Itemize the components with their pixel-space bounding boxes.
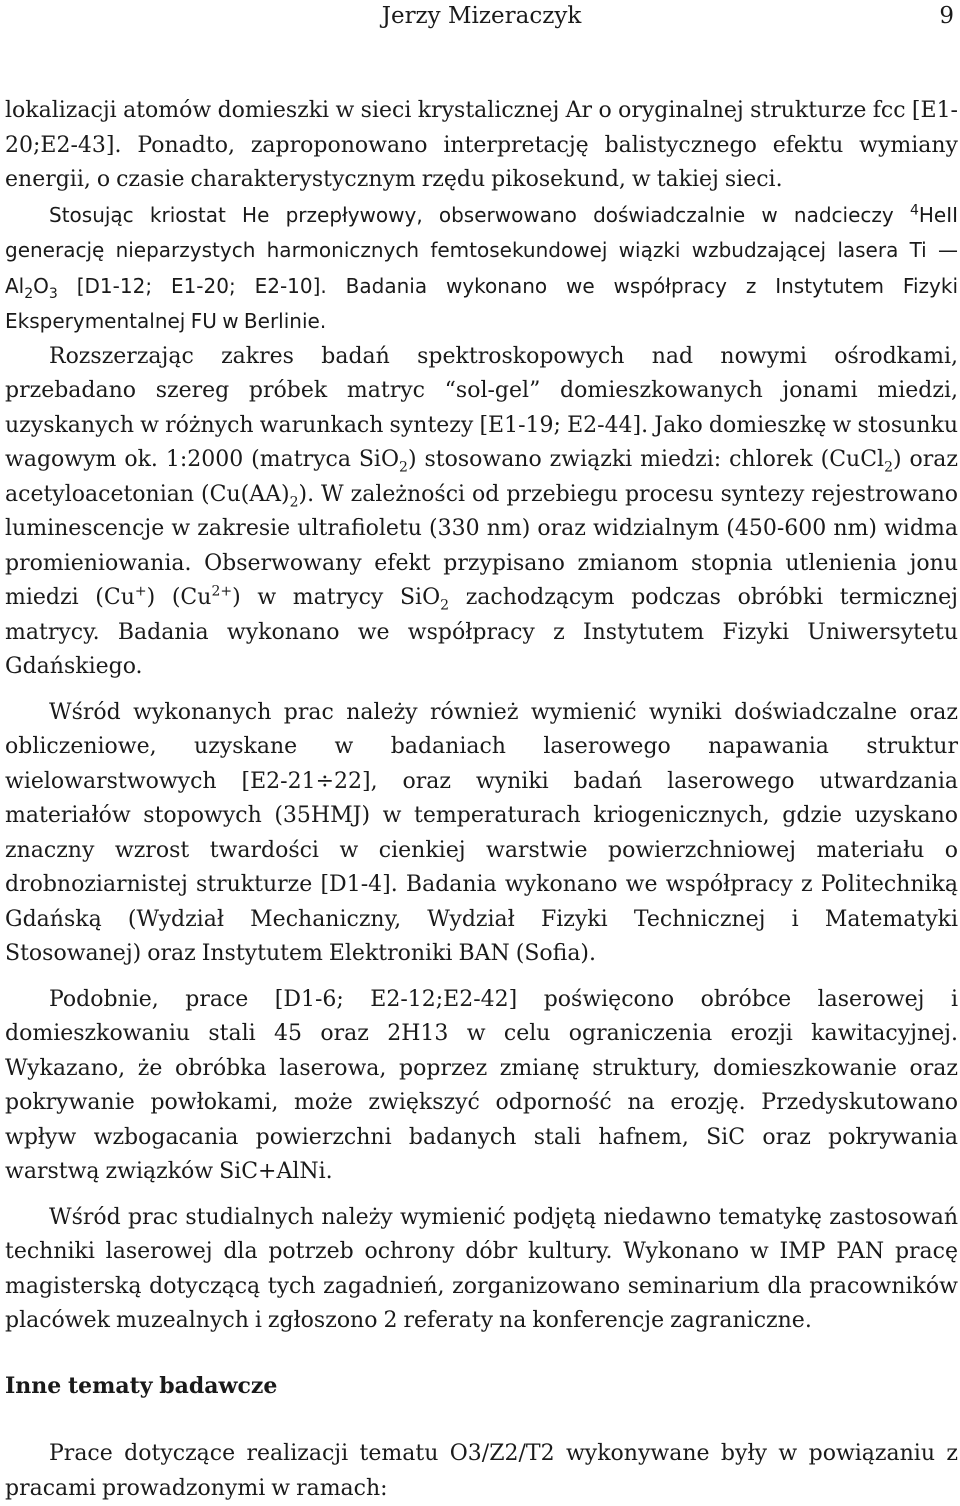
document-page (5, 0, 958, 1506)
p3-sub-3: 2 (289, 493, 299, 510)
p3-sup-1: + (134, 583, 147, 600)
paragraph-4: Wśród wykonanych prac należy również wymienić wyniki doświadczalne oraz obliczeniowe, uzyskane w badaniach laserowego napawania struktur wielowarstwowych [E2-21÷22], oraz wyniki badań laserowego utwardzania materiałów stopowych (35HMJ) w temperaturach kriogenicznych, gdzie uzyskano znaczny wzrost twardości w cienkiej warstwie powierzchniowej materiału o drobnoziarnistej strukturze [D1-4]. Badania wykonano we współpracy z Politechniką Gdańską (Wydział Mechaniczny, Wydział Fizyki Technicznej i Matematyki Stosowanej) oraz Instytutem Elektroniki BAN (Sofia). (5, 699, 958, 966)
document-body (5, 94, 958, 1506)
running-head-author: Jerzy Mizeraczyk (381, 3, 582, 29)
p3-text-2: ) stosowano związki miedzi: chlorek (CuCl (407, 447, 885, 472)
p3-text-6: ) w matrycy SiO (232, 585, 441, 610)
p2-text-4: [D1-12; E1-20; E2-10]. Badania wykonano we współpracy z Instytutem Fizyki Eksperymentalnej FU w Berlinie. (5, 273, 958, 333)
p3-sub-1: 2 (399, 459, 408, 476)
p3-text-4: ). W zależności od przebiegu procesu syntezy rejestrowano luminescencje w zakresie ultrafioletu (330 nm) oraz widzialnym (450-600 nm) widma promieniowania. Obserwowany efekt przypisano zmianom stopnia utlenienia jonu miedzi (Cu (5, 481, 958, 610)
p2-sup-1: 4 (909, 201, 919, 218)
p2-text-1: Stosując kriostat He przepływowy, obserwowano doświadczalnie w nadcieczy (49, 202, 910, 227)
paragraph-7: Prace dotyczące realizacji tematu O3/Z2/T2 wykonywane były w powiązaniu z pracami prowadzonymi w ramach: (5, 1441, 958, 1501)
p2-text-3: O (33, 273, 49, 298)
page-number: 9 (939, 3, 954, 29)
paragraph-2 (5, 198, 958, 340)
paragraph-6: Wśród prac studialnych należy wymienić podjętą niedawno tematykę zastosowań techniki laserowej dla potrzeb ochrony dóbr kultury. Wykonano w IMP PAN pracę magisterską dotyczącą tych zagadnień, zorganizowano seminarium dla pracowników placówek muzealnych i zgłoszono 2 referaty na konferencje zagraniczne. (5, 1204, 958, 1333)
section-heading: Inne tematy badawcze (5, 1372, 278, 1399)
p2-sub-2: 3 (48, 285, 58, 302)
p3-sub-4: 2 (440, 597, 450, 614)
p3-text-1: Rozszerzając zakres badań spektroskopowych nad nowymi ośrodkami, przebadano szereg próbek matryc “sol-gel” domieszkowanych jonami miedzi, uzyskanych w różnych warunkach syntezy [E1-19; E2-44]. Jako domieszkę w stosunku wagowym ok. 1:2000 (matryca SiO (5, 343, 958, 472)
p3-text-3: ) oraz acetyloacetonian (Cu(AA) (5, 447, 959, 507)
paragraph-5: Podobnie, prace [D1-6; E2-12;E2-42] poświęcono obróbce laserowej i domieszkowaniu stali 45 oraz 2H13 w celu ograniczenia erozji kawitacyjnej. Wykazano, że obróbka laserowa, poprzez zmianę struktury, domieszkowanie oraz pokrywanie powłokami, może zwiększyć odporność na erozję. Przedyskutowano wpływ wzbogacania powierzchni badanych stali hafnem, SiC oraz pokrywania warstwą związków SiC+AlNi. (5, 986, 958, 1184)
p3-sub-2: 2 (884, 459, 894, 476)
p2-text-2: HeII generację nieparzystych harmonicznych femtosekundowej wiązki wzbudzającej lasera Ti — Al (5, 202, 958, 298)
p3-text-7: zachodzącym podczas obróbki termicznej matrycy. Badania wykonano we współpracy z Instytutem Fizyki Uniwersytetu Gdańskiego. (5, 585, 958, 679)
paragraph-1: lokalizacji atomów domieszki w sieci krystalicznej Ar o oryginalnej strukturze fcc [E1-20;E2-43]. Ponadto, zaproponowano interpretację balistycznego efektu wymiany energii, o czasie charakterystycznym rzędu pikosekund, w takiej sieci. (5, 98, 958, 192)
paragraph-3 (5, 340, 958, 685)
p3-text-5: ) (Cu (146, 585, 212, 610)
p3-sup-2: 2+ (211, 583, 233, 600)
running-header (5, 0, 958, 40)
p2-sub-1: 2 (24, 285, 34, 302)
